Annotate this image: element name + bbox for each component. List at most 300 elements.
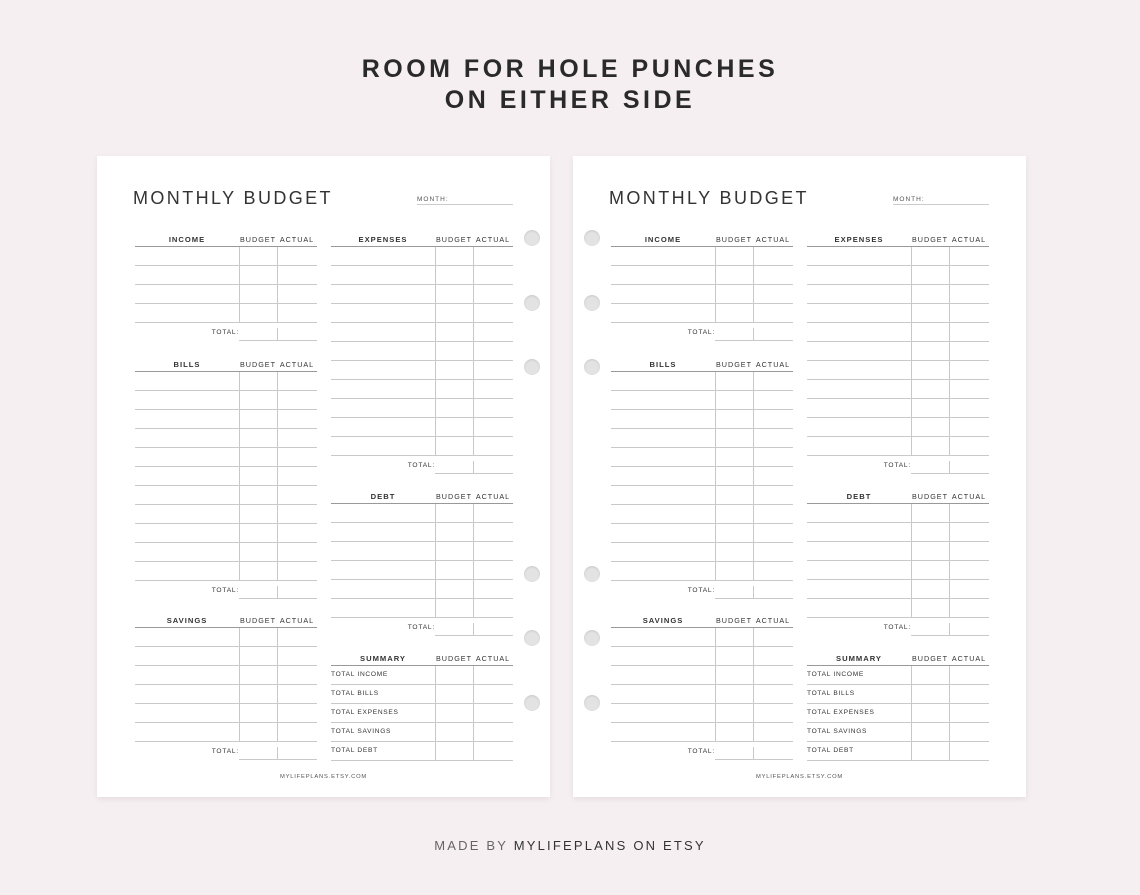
column-divider <box>753 505 754 523</box>
actual-column-label: ACTUAL <box>755 235 791 244</box>
column-divider <box>949 742 950 760</box>
column-divider <box>753 723 754 741</box>
budget-column-label: BUDGET <box>716 360 752 369</box>
savings-title: SAVINGS <box>166 616 208 625</box>
column-divider <box>753 266 754 284</box>
hole-punch-icon <box>524 230 540 246</box>
table-row[interactable] <box>331 723 513 742</box>
column-divider <box>239 505 240 523</box>
section-income <box>611 232 793 341</box>
column-divider <box>715 685 716 703</box>
expenses-rows <box>807 247 989 456</box>
total-underline <box>715 340 793 341</box>
column-divider <box>949 523 950 541</box>
summary-item-label: TOTAL EXPENSES <box>331 709 399 716</box>
column-divider <box>949 580 950 598</box>
column-divider <box>435 437 436 455</box>
expenses-header <box>331 232 513 247</box>
column-divider <box>753 747 754 759</box>
table-row[interactable] <box>807 599 989 618</box>
column-divider <box>239 486 240 504</box>
column-divider <box>473 742 474 760</box>
table-row[interactable] <box>135 372 317 391</box>
total-label: TOTAL: <box>883 462 911 469</box>
budget-column-label: BUDGET <box>912 235 948 244</box>
column-divider <box>949 418 950 436</box>
column-divider <box>435 285 436 303</box>
table-row[interactable] <box>135 524 317 543</box>
column-divider <box>753 467 754 485</box>
column-divider <box>435 599 436 617</box>
table-row[interactable] <box>807 399 989 418</box>
savings-rows <box>135 628 317 742</box>
column-divider <box>949 285 950 303</box>
income-rows <box>135 247 317 323</box>
table-row[interactable] <box>135 723 317 742</box>
table-row[interactable] <box>807 361 989 380</box>
column-divider <box>239 448 240 466</box>
table-row[interactable] <box>611 429 793 448</box>
column-divider <box>949 461 950 473</box>
column-divider <box>277 723 278 741</box>
column-divider <box>277 247 278 265</box>
total-label: TOTAL: <box>211 587 239 594</box>
column-divider <box>473 361 474 379</box>
summary-item-label: TOTAL DEBT <box>807 747 854 754</box>
table-row[interactable] <box>135 704 317 723</box>
table-row[interactable] <box>331 666 513 685</box>
summary-item-label: TOTAL INCOME <box>807 671 865 678</box>
column-divider <box>715 448 716 466</box>
column-divider <box>473 380 474 398</box>
income-total-row[interactable] <box>611 323 793 341</box>
expenses-title: EXPENSES <box>358 235 408 244</box>
column-divider <box>911 399 912 417</box>
total-underline <box>239 759 317 760</box>
table-row[interactable] <box>135 505 317 524</box>
total-underline <box>911 473 989 474</box>
column-divider <box>239 285 240 303</box>
table-row[interactable] <box>135 429 317 448</box>
section-debt <box>331 489 513 636</box>
month-field[interactable]: MONTH: <box>417 196 513 205</box>
table-row[interactable] <box>807 342 989 361</box>
budget-column-label: BUDGET <box>912 654 948 663</box>
table-row[interactable] <box>135 685 317 704</box>
summary-item-label: TOTAL BILLS <box>807 690 855 697</box>
hole-punch-icon <box>524 295 540 311</box>
summary-item-label: TOTAL DEBT <box>331 747 378 754</box>
column-divider <box>949 437 950 455</box>
debt-total-row[interactable] <box>807 618 989 636</box>
savings-title: SAVINGS <box>642 616 684 625</box>
planner-page-left <box>97 156 550 797</box>
column-divider <box>435 723 436 741</box>
column-divider <box>435 666 436 684</box>
section-bills <box>135 357 317 599</box>
summary-rows <box>807 666 989 761</box>
column-divider <box>715 505 716 523</box>
actual-column-label: ACTUAL <box>755 360 791 369</box>
income-header <box>135 232 317 247</box>
column-divider <box>753 586 754 598</box>
column-divider <box>435 685 436 703</box>
column-divider <box>715 391 716 409</box>
column-divider <box>277 372 278 390</box>
hole-punch-icon <box>524 695 540 711</box>
column-divider <box>435 304 436 322</box>
column-divider <box>435 523 436 541</box>
column-divider <box>911 523 912 541</box>
table-row[interactable] <box>611 486 793 505</box>
total-label: TOTAL: <box>211 329 239 336</box>
table-row[interactable] <box>331 504 513 523</box>
table-row[interactable] <box>135 304 317 323</box>
table-row[interactable] <box>611 505 793 524</box>
income-total-row[interactable] <box>135 323 317 341</box>
table-row[interactable] <box>135 486 317 505</box>
table-row[interactable] <box>135 410 317 429</box>
column-divider <box>239 372 240 390</box>
debt-header <box>807 489 989 504</box>
column-divider <box>715 524 716 542</box>
column-divider <box>435 561 436 579</box>
column-divider <box>277 467 278 485</box>
column-divider <box>435 542 436 560</box>
column-divider <box>435 399 436 417</box>
column-divider <box>949 361 950 379</box>
table-row[interactable] <box>807 580 989 599</box>
column-divider <box>473 561 474 579</box>
table-row[interactable] <box>331 599 513 618</box>
planner-page-right <box>573 156 1026 797</box>
column-divider <box>277 304 278 322</box>
column-divider <box>949 304 950 322</box>
column-divider <box>473 399 474 417</box>
column-divider <box>911 504 912 522</box>
column-divider <box>753 410 754 428</box>
table-row[interactable] <box>135 628 317 647</box>
bills-total-row[interactable] <box>135 581 317 599</box>
column-divider <box>715 486 716 504</box>
column-divider <box>277 666 278 684</box>
hole-punch-icon <box>524 359 540 375</box>
column-divider <box>911 542 912 560</box>
column-divider <box>949 704 950 722</box>
column-divider <box>239 704 240 722</box>
column-divider <box>911 704 912 722</box>
savings-total-row[interactable] <box>611 742 793 760</box>
table-row[interactable] <box>331 704 513 723</box>
column-divider <box>911 580 912 598</box>
column-divider <box>949 323 950 341</box>
column-divider <box>949 542 950 560</box>
section-expenses <box>331 232 513 474</box>
table-row[interactable] <box>807 266 989 285</box>
table-row[interactable] <box>611 304 793 323</box>
column-divider <box>277 505 278 523</box>
table-row[interactable] <box>611 685 793 704</box>
table-row[interactable] <box>807 304 989 323</box>
column-divider <box>473 599 474 617</box>
table-row[interactable] <box>611 647 793 666</box>
column-divider <box>911 437 912 455</box>
expenses-header <box>807 232 989 247</box>
summary-item-label: TOTAL EXPENSES <box>807 709 875 716</box>
column-divider <box>277 628 278 646</box>
column-divider <box>239 666 240 684</box>
actual-column-label: ACTUAL <box>475 654 511 663</box>
column-divider <box>473 685 474 703</box>
table-row[interactable] <box>331 685 513 704</box>
column-divider <box>473 523 474 541</box>
budget-column-label: BUDGET <box>436 235 472 244</box>
debt-rows <box>807 504 989 618</box>
column-divider <box>753 328 754 340</box>
table-row[interactable] <box>807 380 989 399</box>
column-divider <box>949 247 950 265</box>
column-divider <box>753 285 754 303</box>
column-divider <box>949 666 950 684</box>
table-row[interactable] <box>807 418 989 437</box>
expenses-rows <box>331 247 513 456</box>
expenses-total-row[interactable] <box>331 456 513 474</box>
table-row[interactable] <box>807 685 989 704</box>
footer-brand: MYLIFEPLANS ON ETSY <box>513 838 706 853</box>
column-divider <box>949 399 950 417</box>
column-divider <box>473 266 474 284</box>
column-divider <box>911 380 912 398</box>
column-divider <box>277 524 278 542</box>
column-divider <box>911 266 912 284</box>
total-underline <box>435 635 513 636</box>
column-divider <box>715 410 716 428</box>
table-row[interactable] <box>331 742 513 761</box>
column-divider <box>473 304 474 322</box>
budget-column-label: BUDGET <box>240 235 276 244</box>
column-divider <box>911 323 912 341</box>
column-divider <box>911 742 912 760</box>
section-debt <box>807 489 989 636</box>
table-row[interactable] <box>807 247 989 266</box>
table-row[interactable] <box>331 418 513 437</box>
debt-rows <box>331 504 513 618</box>
column-divider <box>715 247 716 265</box>
total-underline <box>715 598 793 599</box>
column-divider <box>715 429 716 447</box>
total-label: TOTAL: <box>883 624 911 631</box>
table-row[interactable] <box>807 523 989 542</box>
table-row[interactable] <box>611 448 793 467</box>
table-row[interactable] <box>331 285 513 304</box>
column-divider <box>715 704 716 722</box>
table-row[interactable] <box>331 361 513 380</box>
income-header <box>611 232 793 247</box>
actual-column-label: ACTUAL <box>475 235 511 244</box>
table-row[interactable] <box>611 372 793 391</box>
column-divider <box>715 647 716 665</box>
table-row[interactable] <box>611 723 793 742</box>
column-divider <box>239 685 240 703</box>
table-row[interactable] <box>611 562 793 581</box>
hole-punch-icon <box>584 630 600 646</box>
table-row[interactable] <box>331 266 513 285</box>
table-row[interactable] <box>611 410 793 429</box>
savings-header <box>611 613 793 628</box>
table-row[interactable] <box>807 285 989 304</box>
table-row[interactable] <box>611 628 793 647</box>
column-divider <box>435 380 436 398</box>
summary-item-label: TOTAL BILLS <box>331 690 379 697</box>
website-credit: MYLIFEPLANS.ETSY.COM <box>279 774 368 780</box>
column-divider <box>911 304 912 322</box>
column-divider <box>949 380 950 398</box>
total-underline <box>435 473 513 474</box>
table-row[interactable] <box>135 666 317 685</box>
debt-total-row[interactable] <box>331 618 513 636</box>
bills-title: BILLS <box>173 360 201 369</box>
column-divider <box>753 391 754 409</box>
table-row[interactable] <box>807 323 989 342</box>
table-row[interactable] <box>807 542 989 561</box>
table-row[interactable] <box>331 542 513 561</box>
column-divider <box>753 685 754 703</box>
table-row[interactable] <box>611 704 793 723</box>
table-row[interactable] <box>611 666 793 685</box>
column-divider <box>239 429 240 447</box>
bills-header <box>611 357 793 372</box>
column-divider <box>239 247 240 265</box>
column-divider <box>473 418 474 436</box>
column-divider <box>277 704 278 722</box>
table-row[interactable] <box>135 467 317 486</box>
column-divider <box>277 328 278 340</box>
table-row[interactable] <box>331 247 513 266</box>
table-row[interactable] <box>331 561 513 580</box>
table-row[interactable] <box>331 437 513 456</box>
column-divider <box>473 437 474 455</box>
table-row[interactable] <box>611 467 793 486</box>
column-divider <box>435 704 436 722</box>
table-row[interactable] <box>611 543 793 562</box>
column-divider <box>715 723 716 741</box>
budget-column-label: BUDGET <box>240 360 276 369</box>
column-divider <box>949 504 950 522</box>
savings-total-row[interactable] <box>135 742 317 760</box>
table-row[interactable] <box>807 723 989 742</box>
column-divider <box>753 247 754 265</box>
column-divider <box>753 628 754 646</box>
column-divider <box>277 266 278 284</box>
table-row[interactable] <box>807 504 989 523</box>
table-row[interactable] <box>135 391 317 410</box>
table-row[interactable] <box>807 561 989 580</box>
column-divider <box>473 323 474 341</box>
footer-prefix: MADE BY <box>434 838 514 853</box>
column-divider <box>753 304 754 322</box>
table-row[interactable] <box>611 524 793 543</box>
month-field[interactable]: MONTH: <box>893 196 989 205</box>
column-divider <box>911 599 912 617</box>
bills-total-row[interactable] <box>611 581 793 599</box>
table-row[interactable] <box>611 266 793 285</box>
section-bills <box>611 357 793 599</box>
bills-rows <box>135 372 317 581</box>
column-divider <box>715 372 716 390</box>
column-divider <box>949 723 950 741</box>
table-row[interactable] <box>135 543 317 562</box>
table-row[interactable] <box>331 342 513 361</box>
column-divider <box>277 647 278 665</box>
table-row[interactable] <box>135 266 317 285</box>
budget-column-label: BUDGET <box>716 616 752 625</box>
table-row[interactable] <box>135 562 317 581</box>
column-divider <box>435 266 436 284</box>
table-row[interactable] <box>331 523 513 542</box>
column-divider <box>715 543 716 561</box>
column-divider <box>473 461 474 473</box>
column-divider <box>239 543 240 561</box>
table-row[interactable] <box>807 704 989 723</box>
actual-column-label: ACTUAL <box>951 235 987 244</box>
column-divider <box>753 486 754 504</box>
table-row[interactable] <box>331 323 513 342</box>
table-row[interactable] <box>611 285 793 304</box>
section-expenses <box>807 232 989 474</box>
column-divider <box>753 704 754 722</box>
expenses-total-row[interactable] <box>807 456 989 474</box>
total-underline <box>911 635 989 636</box>
section-savings <box>611 613 793 760</box>
actual-column-label: ACTUAL <box>279 235 315 244</box>
column-divider <box>239 562 240 580</box>
table-row[interactable] <box>331 380 513 399</box>
budget-column-label: BUDGET <box>716 235 752 244</box>
table-row[interactable] <box>331 580 513 599</box>
table-row[interactable] <box>331 304 513 323</box>
table-row[interactable] <box>135 247 317 266</box>
headline-line-2: ON EITHER SIDE <box>444 86 696 114</box>
table-row[interactable] <box>807 742 989 761</box>
column-divider <box>911 561 912 579</box>
table-row[interactable] <box>807 437 989 456</box>
total-label: TOTAL: <box>407 462 435 469</box>
column-divider <box>239 304 240 322</box>
table-row[interactable] <box>135 448 317 467</box>
footer-credit <box>0 838 1140 853</box>
total-label: TOTAL: <box>687 329 715 336</box>
actual-column-label: ACTUAL <box>755 616 791 625</box>
table-row[interactable] <box>611 247 793 266</box>
column-divider <box>473 723 474 741</box>
table-row[interactable] <box>331 399 513 418</box>
column-divider <box>277 685 278 703</box>
debt-title: DEBT <box>370 492 396 501</box>
column-divider <box>277 562 278 580</box>
column-divider <box>473 342 474 360</box>
column-divider <box>715 304 716 322</box>
table-row[interactable] <box>135 285 317 304</box>
page-title: MONTHLY BUDGET <box>133 188 333 208</box>
column-divider <box>715 628 716 646</box>
column-divider <box>277 486 278 504</box>
table-row[interactable] <box>135 647 317 666</box>
table-row[interactable] <box>807 666 989 685</box>
table-row[interactable] <box>611 391 793 410</box>
income-rows <box>611 247 793 323</box>
summary-item-label: TOTAL SAVINGS <box>331 728 392 735</box>
actual-column-label: ACTUAL <box>951 654 987 663</box>
